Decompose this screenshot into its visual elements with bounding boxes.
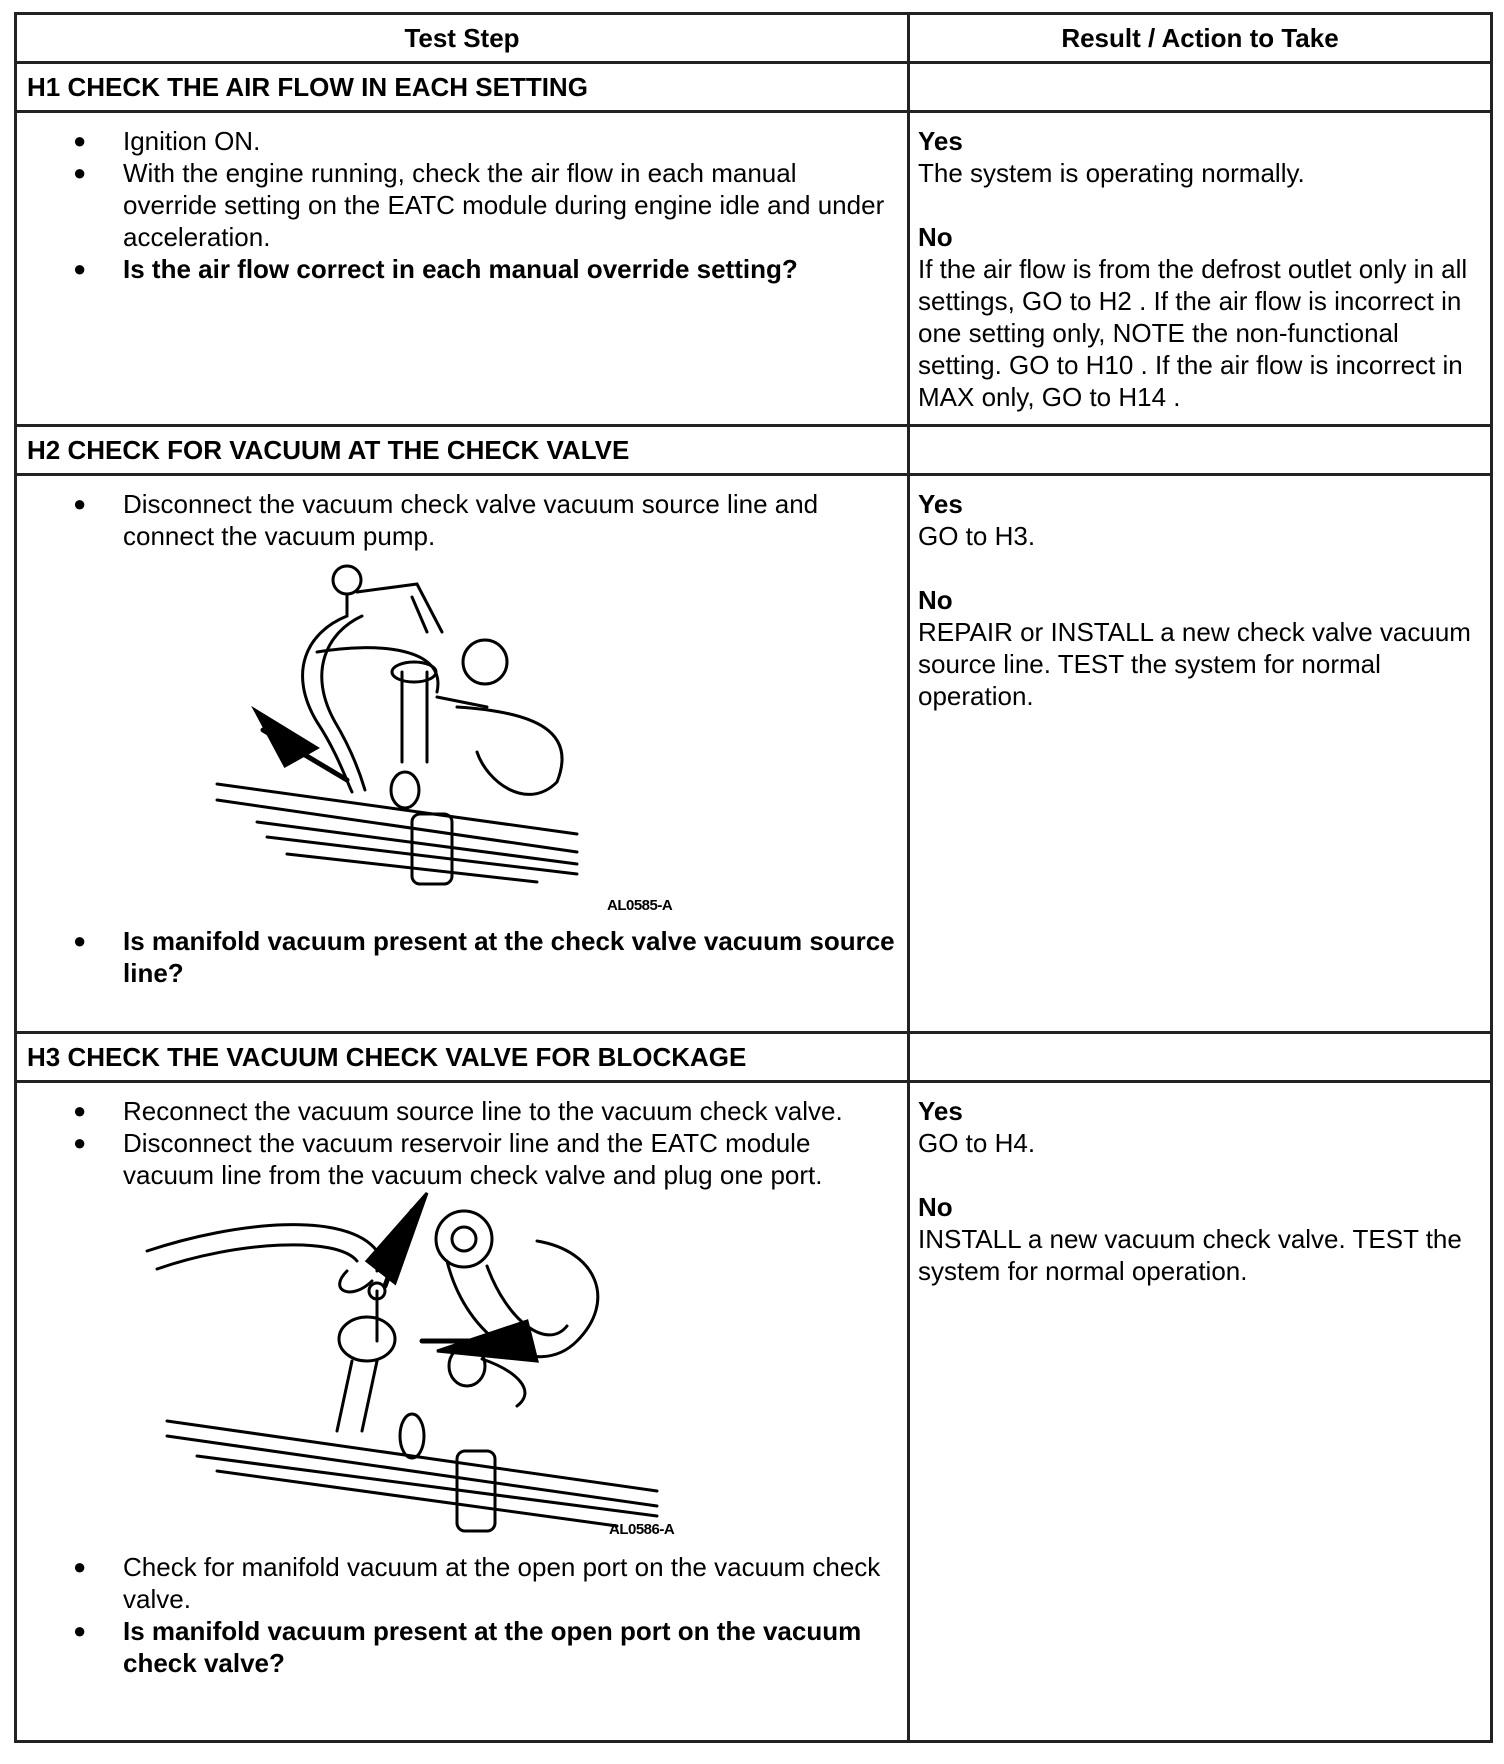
bullet-icon: ● xyxy=(73,491,87,516)
test-step-cell xyxy=(16,1082,909,1742)
section-body-row xyxy=(16,112,1492,426)
result-header: Result / Action to Take xyxy=(909,14,1492,63)
result-cell xyxy=(909,475,1492,1033)
bullet-icon: ● xyxy=(73,1130,87,1155)
yes-label: Yes xyxy=(918,489,963,519)
section-body-row xyxy=(16,1082,1492,1742)
bullet-icon: ● xyxy=(73,928,87,953)
test-step-cell xyxy=(16,112,909,426)
step-item: ● Disconnect the vacuum check valve vacuum source line and connect the vacuum pump. xyxy=(73,489,819,551)
section-title-h1: H1 CHECK THE AIR FLOW IN EACH SETTING xyxy=(16,63,909,112)
bullet-icon: ● xyxy=(73,1554,87,1579)
no-action: INSTALL a new vacuum check valve. TEST the system for normal operation. xyxy=(918,1224,1462,1286)
section-title-blank xyxy=(909,1033,1492,1082)
table-header-row xyxy=(16,14,1492,63)
step-question: ● Is the air flow correct in each manual override setting? xyxy=(73,254,798,284)
step-item: ● With the engine running, check the air flow in each manual override setting on the EATC module during engine idle and under acceleration. xyxy=(73,158,885,252)
check-valve-illustration xyxy=(17,1191,910,1543)
step-item: ● Reconnect the vacuum source line to the vacuum check valve. xyxy=(73,1096,843,1126)
yes-action: GO to H3. xyxy=(918,521,1036,551)
bullet-icon: ● xyxy=(73,1098,87,1123)
result-cell xyxy=(909,1082,1492,1742)
step-item: ● Check for manifold vacuum at the open port on the vacuum check valve. xyxy=(73,1552,881,1614)
section-title-h2: H2 CHECK FOR VACUUM AT THE CHECK VALVE xyxy=(16,426,909,475)
no-action: If the air flow is from the defrost outlet only in all settings, GO to H2 . If the air flow is incorrect in one setting only, NOTE the non-functional setting. GO to H10 . If the air flow is incorrect in MAX only, GO to H14 . xyxy=(918,254,1468,412)
step-question: ● Is manifold vacuum present at the open port on the vacuum check valve? xyxy=(73,1616,862,1678)
bullet-icon: ● xyxy=(73,256,87,281)
no-label: No xyxy=(918,585,953,615)
yes-action: GO to H4. xyxy=(918,1128,1036,1158)
vacuum-pump-illustration xyxy=(17,552,910,917)
bullet-icon: ● xyxy=(73,1618,87,1643)
section-body-row xyxy=(16,475,1492,1033)
check-valve-figure xyxy=(17,1191,907,1543)
section-title-row xyxy=(16,63,1492,112)
no-label: No xyxy=(918,222,953,252)
vacuum-pump-figure xyxy=(17,552,907,917)
no-action: REPAIR or INSTALL a new check valve vacuum source line. TEST the system for normal operation. xyxy=(918,617,1471,711)
step-list xyxy=(17,1543,907,1679)
yes-label: Yes xyxy=(918,1096,963,1126)
test-step-cell xyxy=(16,475,909,1033)
section-title-blank xyxy=(909,63,1492,112)
yes-action: The system is operating normally. xyxy=(918,158,1305,188)
step-list xyxy=(17,917,907,989)
test-step-header: Test Step xyxy=(16,14,909,63)
section-title-h3: H3 CHECK THE VACUUM CHECK VALVE FOR BLOCKAGE xyxy=(16,1033,909,1082)
section-title-row xyxy=(16,1033,1492,1082)
bullet-icon: ● xyxy=(73,160,87,185)
step-item: ● Disconnect the vacuum reservoir line and the EATC module vacuum line from the vacuum check valve and plug one port. xyxy=(73,1128,823,1190)
diagnostic-table xyxy=(14,12,1493,1743)
step-list xyxy=(17,113,907,285)
step-list xyxy=(17,1083,907,1191)
step-item: ● Ignition ON. xyxy=(73,126,261,156)
section-title-row xyxy=(16,426,1492,475)
figure-code: AL0586-A xyxy=(609,1521,675,1538)
no-label: No xyxy=(918,1192,953,1222)
bullet-icon: ● xyxy=(73,128,87,153)
yes-label: Yes xyxy=(918,126,963,156)
section-title-blank xyxy=(909,426,1492,475)
step-list xyxy=(17,476,907,552)
step-question: ● Is manifold vacuum present at the check valve vacuum source line? xyxy=(73,926,895,988)
result-cell xyxy=(909,112,1492,426)
figure-code: AL0585-A xyxy=(607,897,673,914)
